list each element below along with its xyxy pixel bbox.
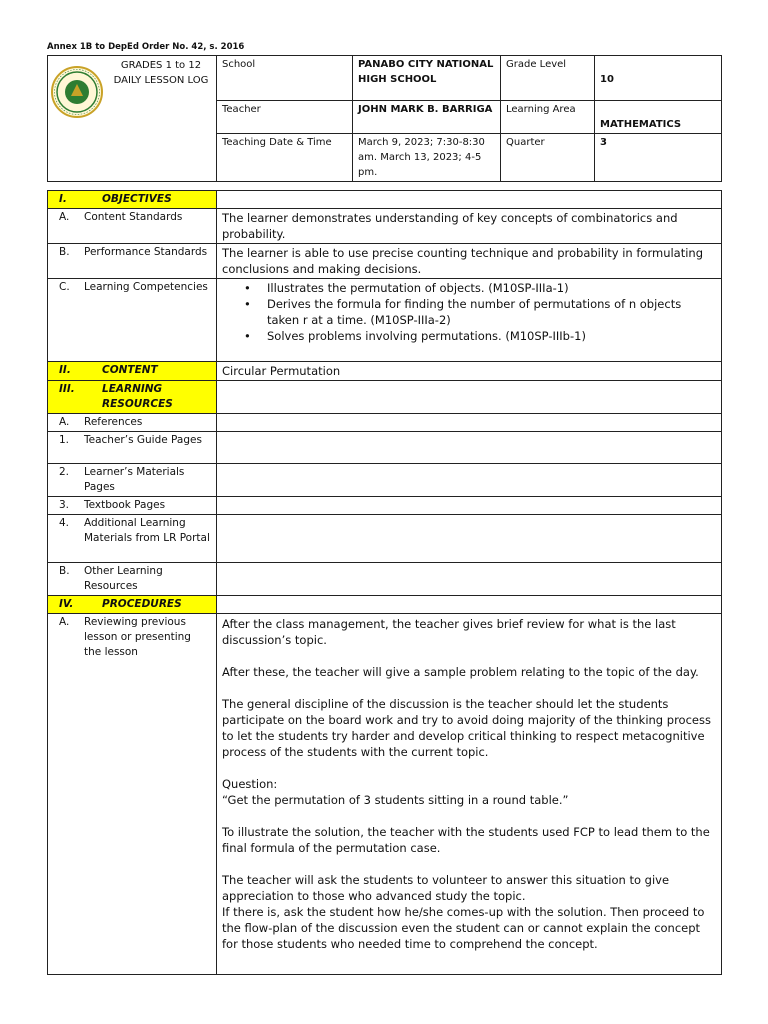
performance-standards-row (48, 244, 722, 279)
performance-standards-label: Performance Standards (84, 246, 208, 258)
section-number: IV. (59, 598, 74, 610)
quarter-value: 3 (595, 134, 722, 182)
section-number: I. (59, 193, 67, 205)
textbook-label: Textbook Pages (84, 499, 166, 511)
learning-area-value: MATHEMATICS (595, 101, 722, 134)
content-value: Circular Permutation (217, 362, 722, 381)
procedures-heading: PROCEDURES (102, 598, 182, 610)
grade-level-value: 10 (595, 56, 722, 101)
content-row (48, 362, 722, 381)
question-text: “Get the permutation of 3 students sitting in a round table.” (222, 793, 569, 807)
performance-standards-text: The learner is able to use precise counting technique and probability in formulating conclusions and making decisions. (217, 244, 722, 279)
other-resources-row (48, 563, 722, 596)
row-number: B. (59, 246, 70, 258)
teachers-guide-label: Teacher’s Guide Pages (84, 434, 202, 446)
lesson-table (47, 190, 722, 975)
grade-level-label: Grade Level (501, 56, 595, 101)
resources-row (48, 381, 722, 414)
school-value: PANABO CITY NATIONAL HIGH SCHOOL (353, 56, 501, 101)
date-label: Teaching Date & Time (217, 134, 353, 182)
learners-materials-row (48, 464, 722, 497)
annex-label: Annex 1B to DepEd Order No. 42, s. 2016 (47, 42, 245, 52)
row-number: C. (59, 281, 70, 293)
grades-label: GRADES 1 to 12 (120, 60, 202, 71)
learners-materials-label: Learner’s Materials Pages (84, 466, 185, 493)
section-number: II. (59, 364, 71, 376)
row-number: A. (59, 416, 70, 428)
additional-materials-row (48, 515, 722, 563)
procedure-paragraph: After these, the teacher will give a sample problem relating to the topic of the day. (222, 665, 699, 679)
quarter-label: Quarter (501, 134, 595, 182)
school-label: School (217, 56, 353, 101)
list-item: • Illustrates the permutation of objects. (M10SP-IIIa-1) (267, 280, 716, 296)
header-table (47, 55, 722, 182)
references-label: References (84, 416, 143, 428)
row-number: A. (59, 616, 70, 628)
procedure-paragraph: The teacher will ask the students to volunteer to answer this situation to give appreciation to those who advanced study the topic. (222, 873, 670, 903)
other-resources-label: Other Learning Resources (84, 565, 163, 592)
reviewing-label: Reviewing previous lesson or presenting the lesson (84, 616, 191, 658)
row-number: 4. (59, 517, 70, 529)
objectives-heading: OBJECTIVES (102, 193, 172, 205)
school-seal-icon (51, 66, 103, 118)
content-standards-text: The learner demonstrates understanding of key concepts of combinatorics and probability. (217, 209, 722, 244)
row-number: A. (59, 211, 70, 223)
resources-heading: LEARNING RESOURCES (102, 383, 173, 410)
teachers-guide-row (48, 432, 722, 464)
section-number: III. (59, 383, 75, 395)
log-title: DAILY LESSON LOG (113, 75, 209, 86)
row-number: 3. (59, 499, 70, 511)
objectives-row (48, 191, 722, 209)
reviewing-row (48, 614, 722, 975)
row-number: B. (59, 565, 70, 577)
procedure-paragraph: If there is, ask the student how he/she comes-up with the solution. Then proceed to the flow-plan of the discussion even the student can or cannot explain the concept for those students who needed time to comprehend the concept. (222, 905, 705, 951)
content-heading: CONTENT (102, 364, 158, 376)
content-standards-label: Content Standards (84, 211, 183, 223)
logo-cell (48, 56, 217, 182)
competencies-row (48, 279, 722, 362)
date-value: March 9, 2023; 7:30-8:30 am. March 13, 2023; 4-5 pm. (353, 134, 501, 182)
procedures-row (48, 596, 722, 614)
procedure-paragraph: After the class management, the teacher gives brief review for what is the last discussion’s topic. (222, 617, 676, 647)
additional-materials-label: Additional Learning Materials from LR Portal (84, 517, 210, 544)
content-standards-row (48, 209, 722, 244)
teacher-value: JOHN MARK B. BARRIGA (353, 101, 501, 134)
list-item: • Solves problems involving permutations. (M10SP-IIIb-1) (267, 328, 716, 344)
row-number: 2. (59, 466, 70, 478)
competencies-list (222, 280, 716, 344)
procedure-paragraph: The general discipline of the discussion is the teacher should let the students participate on the board work and try to avoid doing majority of the thinking process to let the students try harder and develop critical thinking to respect metacognitive process of the students with the current topic. (222, 697, 711, 759)
list-item: • Derives the formula for finding the number of permutations of n objects taken r at a time. (M10SP-IIIa-2) (267, 296, 716, 328)
teacher-label: Teacher (217, 101, 353, 134)
references-row (48, 414, 722, 432)
textbook-row (48, 497, 722, 515)
learning-area-label: Learning Area (501, 101, 595, 134)
competencies-label: Learning Competencies (84, 281, 208, 293)
row-number: 1. (59, 434, 70, 446)
procedure-paragraph: To illustrate the solution, the teacher with the students used FCP to lead them to the final formula of the permutation case. (222, 825, 710, 855)
question-label: Question: (222, 777, 278, 791)
